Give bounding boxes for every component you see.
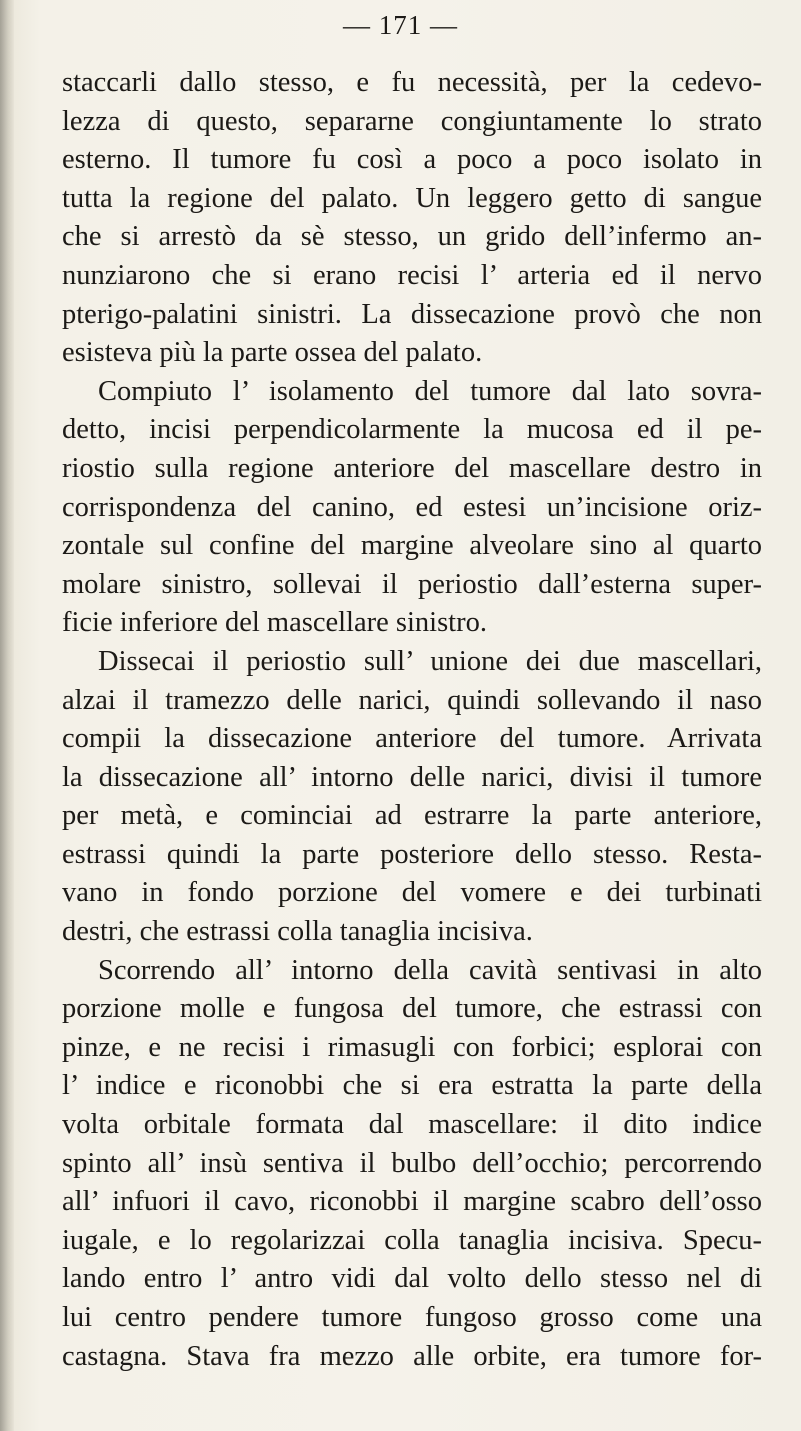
text-line: esisteva più la parte ossea del palato.	[62, 337, 483, 369]
text-line: Compiuto l’ isolamento del tumore dal lato sovra-	[98, 375, 762, 407]
text-line: nunziarono che si erano recisi l’ arteria ed il nervo	[62, 259, 762, 291]
text-line: vano in fondo porzione del vomere e dei turbinati	[62, 877, 762, 909]
text-line: spinto all’ insù sentiva il bulbo dell’occhio; percorrendo	[62, 1147, 762, 1179]
text-line: compii la dissecazione anteriore del tumore. Arrivata	[62, 723, 762, 755]
text-line: riostio sulla regione anteriore del mascellare destro in	[62, 452, 762, 484]
text-line: pinze, e ne recisi i rimasugli con forbici; esplorai con	[62, 1031, 762, 1063]
text-line: iugale, e lo regolarizzai colla tanaglia incisiva. Specu-	[62, 1224, 762, 1256]
text-line: che si arrestò da sè stesso, un grido dell’infermo an-	[62, 221, 762, 253]
body-text	[62, 64, 762, 1376]
text-line: per metà, e cominciai ad estrarre la parte anteriore,	[62, 800, 762, 832]
text-line: Scorrendo all’ intorno della cavità sentivasi in alto	[98, 954, 762, 986]
text-line: alzai il tramezzo delle narici, quindi sollevando il naso	[62, 684, 762, 716]
text-line: Dissecai il periostio sull’ unione dei due mascellari,	[98, 645, 762, 677]
text-line: staccarli dallo stesso, e fu necessità, per la cedevo-	[62, 67, 762, 98]
text-line: zontale sul confine del margine alveolare sino al quarto	[62, 530, 762, 562]
text-line: detto, incisi perpendicolarmente la mucosa ed il pe-	[62, 414, 762, 446]
text-line: la dissecazione all’ intorno delle narici, divisi il tumore	[62, 761, 762, 793]
text-line: molare sinistro, sollevai il periostio dall’esterna super-	[62, 568, 762, 600]
text-line: corrispondenza del canino, ed estesi un’incisione oriz-	[62, 491, 762, 523]
page-number: — 171 —	[343, 10, 458, 40]
text-line: lui centro pendere tumore fungoso grosso come una	[62, 1302, 762, 1333]
text-line: estrassi quindi la parte posteriore dello stesso. Resta-	[62, 838, 762, 870]
text-line: destri, che estrassi colla tanaglia incisiva.	[62, 916, 533, 948]
text-line: l’ indice e riconobbi che si era estratta la parte della	[62, 1070, 762, 1102]
text-line: tutta la regione del palato. Un leggero getto di sangue	[62, 182, 762, 214]
text-line: castagna. Stava fra mezzo alle orbite, era tumore for-	[62, 1340, 762, 1372]
page-binding-shadow	[0, 0, 14, 1431]
text-line: pterigo-palatini sinistri. La dissecazione provò che non	[62, 298, 762, 330]
text-line: esterno. Il tumore fu così a poco a poco isolato in	[62, 144, 762, 176]
text-line: lando entro l’ antro vidi dal volto dello stesso nel di	[62, 1263, 762, 1295]
text-line: ficie inferiore del mascellare sinistro.	[62, 607, 487, 639]
text-line: porzione molle e fungosa del tumore, che estrassi con	[62, 993, 762, 1025]
text-line: lezza di questo, separarne congiuntamente lo strato	[62, 105, 762, 137]
text-line: all’ infuori il cavo, riconobbi il margine scabro dell’osso	[62, 1186, 762, 1218]
text-line: volta orbitale formata dal mascellare: il dito indice	[62, 1109, 762, 1141]
